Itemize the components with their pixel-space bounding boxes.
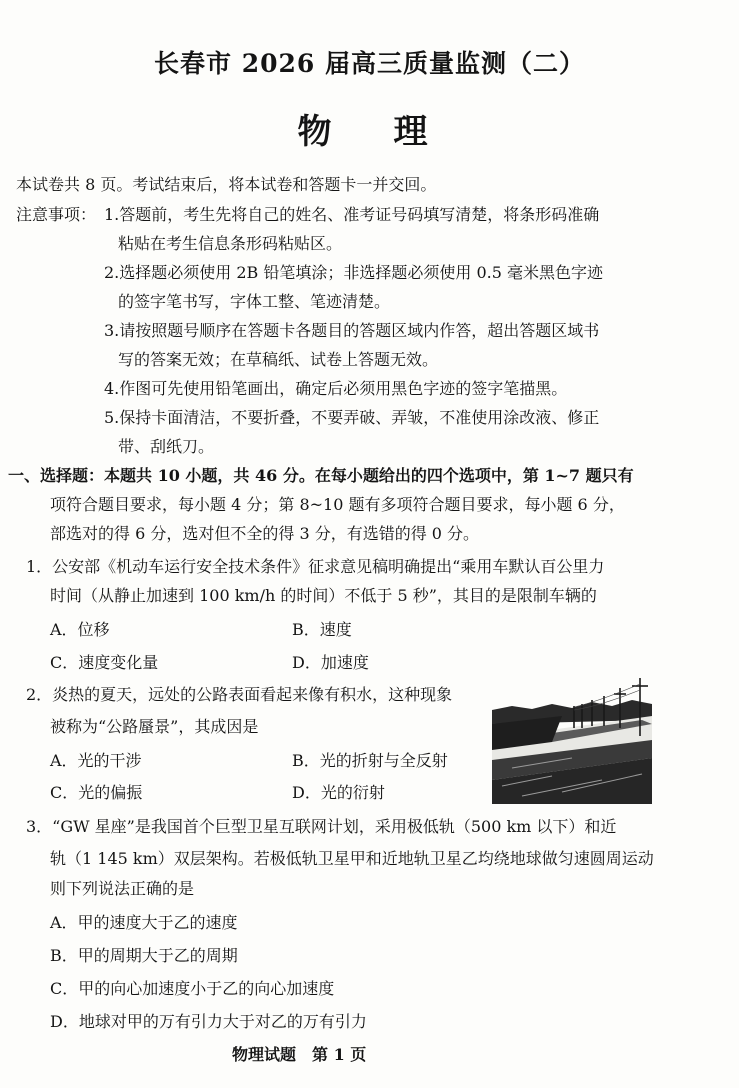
q1-option-a: A．位移 [50,620,110,639]
q2-option-c: C．光的偏振 [50,783,143,802]
note-line: 带、刮纸刀。 [118,437,215,456]
note-line: 1.答题前，考生先将自己的姓名、准考证号码填写清楚，将条形码准确 [104,205,600,224]
q3-option-a: A．甲的速度大于乙的速度 [50,913,238,932]
note-line: 2.选择题必须使用 2B 铅笔填涂；非选择题必须使用 0.5 毫米黑色字迹 [104,263,603,282]
question-3-stem: 3．“GW 星座”是我国首个巨型卫星互联网计划，采用极低轨（500 km 以下）和近 [26,817,617,836]
road-mirage-photo [492,676,652,804]
section-text: 项符合题目要求，每小题 4 分；第 8~10 题有多项符合题目要求，每小题 6 分， [50,495,625,514]
q1-option-d: D．加速度 [292,653,369,672]
q1-option-b: B．速度 [292,620,352,639]
notes-label: 注意事项： [16,205,97,224]
question-1-stem: 时间（从静止加速到 100 km/h 的时间）不低于 5 秒”，其目的是限制车辆的 [50,586,597,605]
q3-option-b: B．甲的周期大于乙的周期 [50,946,238,965]
intro-text: 本试卷共 8 页。考试结束后，将本试卷和答题卡一并交回。 [16,175,437,194]
question-1-stem: 1．公安部《机动车运行安全技术条件》征求意见稿明确提出“乘用车默认百公里力 [26,557,605,576]
question-2-stem: 被称为“公路蜃景”，其成因是 [50,717,259,736]
note-line: 4.作图可先使用铅笔画出，确定后必须用黑色字迹的签字笔描黑。 [104,379,568,398]
section-text: 部选对的得 6 分，选对但不全的得 3 分，有选错的得 0 分。 [50,524,480,543]
question-3-stem: 轨（1 145 km）双层架构。若极低轨卫星甲和近地轨卫星乙均绕地球做匀速圆周运动 [50,849,654,868]
q1-option-c: C．速度变化量 [50,653,159,672]
q2-option-a: A．光的干涉 [50,751,142,770]
q2-option-d: D．光的衍射 [292,783,385,802]
page-footer: 物理试题 第 1 页 [232,1045,367,1064]
section-heading: 一、选择题：本题共 10 小题，共 46 分。在每小题给出的四个选项中，第 1~7 题只有 [8,466,634,485]
question-3-stem: 则下列说法正确的是 [50,879,195,898]
note-line: 写的答案无效；在草稿纸、试卷上答题无效。 [118,350,439,369]
q3-option-d: D．地球对甲的万有引力大于对乙的万有引力 [50,1012,367,1031]
q3-option-c: C．甲的向心加速度小于乙的向心加速度 [50,979,335,998]
watermark-blur [388,1040,458,1066]
q2-option-b: B．光的折射与全反射 [292,751,448,770]
note-line: 3.请按照题号顺序在答题卡各题目的答题区域内作答，超出答题区域书 [104,321,600,340]
question-2-stem: 2．炎热的夏天，远处的公路表面看起来像有积水，这种现象 [26,685,453,704]
note-line: 的签字笔书写，字体工整、笔迹清楚。 [118,292,391,311]
exam-title: 长春市 2026 届高三质量监测（二） [154,49,585,78]
note-line: 粘贴在考生信息条形码粘贴区。 [118,234,343,253]
subject-title: 物 理 [297,112,442,152]
note-line: 5.保持卡面清洁，不要折叠，不要弄破、弄皱，不准使用涂改液、修正 [104,408,600,427]
